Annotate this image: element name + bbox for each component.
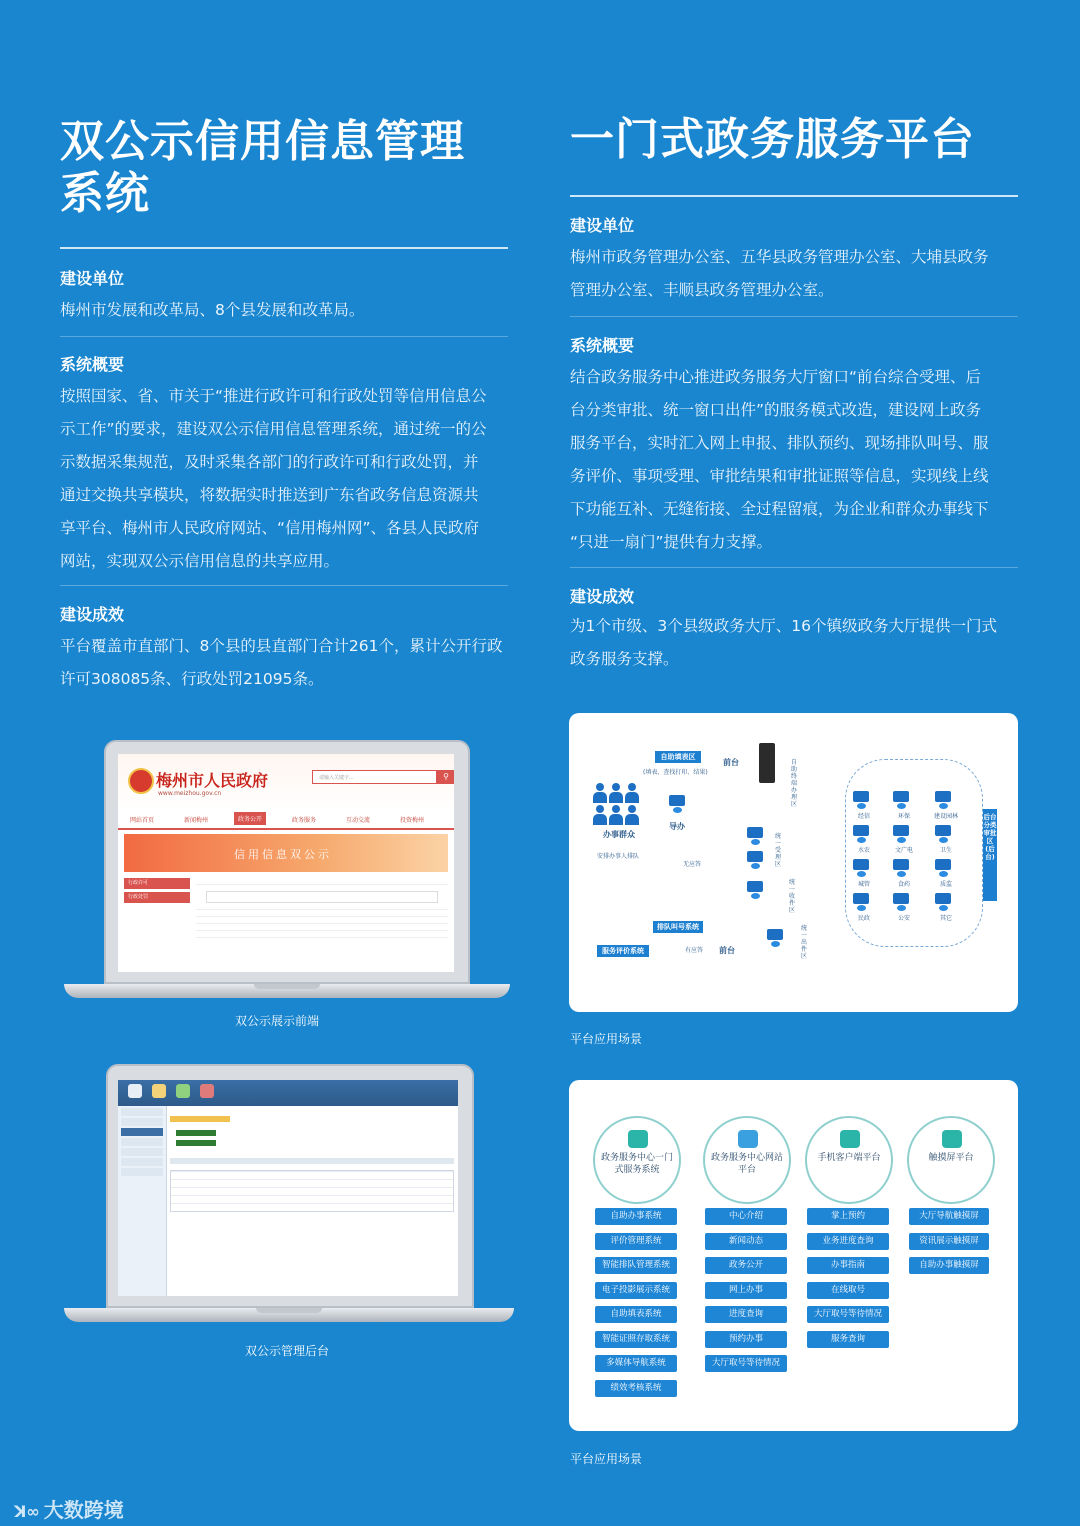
laptop-frontend	[64, 740, 510, 1002]
right-overview-line: 结合政务服务中心推进政务服务大厅窗口“前台综合受理、后	[570, 368, 982, 386]
left-heading-overview: 系统概要	[60, 355, 125, 374]
no-app-label: 无应答	[683, 861, 702, 868]
guide-label: 导办	[669, 822, 685, 831]
right-overview-line: 服务平台，实时汇入网上申报、排队预约、现场排队叫号、服	[570, 434, 989, 452]
dept-desk-icon	[933, 825, 955, 843]
dept-label: 建设园林	[933, 813, 958, 820]
backend-tag	[176, 1140, 216, 1146]
gov-list	[196, 878, 448, 968]
person-icon	[609, 783, 623, 803]
divider	[196, 937, 448, 938]
backend-caption: 双公示管理后台	[245, 1344, 330, 1358]
zone-label: 统一收件区	[789, 879, 796, 914]
left-overview-line: 享平台、梅州市人民政府网站、“信用梅州网”、各县人民政府	[60, 519, 480, 537]
right-title-rule	[570, 195, 1018, 197]
emblem-icon	[128, 768, 154, 794]
gov-nav-item[interactable]: 投资梅州	[400, 817, 425, 824]
divider	[196, 884, 448, 885]
sidebar-item[interactable]	[121, 1158, 163, 1166]
left-heading-unit: 建设单位	[60, 269, 125, 288]
gov-header	[118, 754, 454, 810]
right-overview-line: 台分类审批、统一窗口出件”的服务模式改造，建设网上政务	[570, 401, 982, 419]
backend-screen	[118, 1080, 458, 1296]
right-title: 一门式政务服务平台	[570, 114, 975, 165]
eval-system-box: 服务评价系统	[597, 945, 649, 957]
backend-tabbar[interactable]	[170, 1158, 454, 1164]
platform-title: 触摸屏平台	[928, 1153, 974, 1163]
platform-item: 进度查询	[705, 1306, 787, 1323]
dept-label: 食药	[897, 881, 910, 888]
platform-title: 政务服务中心网站平台	[711, 1153, 784, 1175]
footer-logo-text: 大数跨境	[43, 1498, 124, 1522]
gov-nav-item-active[interactable]: 政务公开	[234, 812, 266, 825]
dept-label: 水农	[857, 847, 870, 854]
left-results-line: 许可308085条、行政处罚21095条。	[60, 670, 324, 688]
diagram1-caption: 平台应用场景	[570, 1032, 643, 1046]
platform-item: 自助办事触摸屏	[909, 1257, 989, 1274]
divider	[570, 316, 1018, 317]
laptop-notch	[256, 1308, 322, 1313]
zone-label: 统一出件区	[801, 925, 808, 960]
right-overview-line: “只进一扇门”提供有力支撑。	[570, 533, 773, 551]
settings-icon[interactable]	[176, 1084, 190, 1098]
sidebar-item[interactable]	[121, 1118, 163, 1126]
platform-icon	[942, 1130, 962, 1148]
gov-side-item[interactable]: 行政处罚	[124, 892, 190, 903]
chart-icon[interactable]	[200, 1084, 214, 1098]
left-heading-results: 建设成效	[60, 605, 125, 624]
laptop-notch	[254, 984, 320, 989]
right-unit-line: 梅州市政务管理办公室、五华县政务管理办公室、大埔县政务	[570, 248, 989, 266]
platform-item: 电子投影展示系统	[595, 1282, 677, 1299]
queue-label: 安排办事人排队	[597, 853, 640, 860]
platform-item: 业务进度查询	[807, 1233, 889, 1250]
platform-circle	[805, 1116, 893, 1204]
frontend-screen	[118, 754, 454, 972]
left-overview-line: 通过交换共享模块，将数据实时推送到广东省政务信息资源共	[60, 486, 479, 504]
dept-desk-icon	[851, 791, 873, 809]
gov-nav-item[interactable]: 新闻梅州	[184, 817, 209, 824]
zone-label: 统一受理区	[775, 833, 782, 868]
search-icon[interactable]: ⚲	[436, 770, 454, 784]
divider	[60, 336, 508, 337]
self-service-sub: (填表、查找打印、结果)	[643, 769, 708, 776]
document-icon[interactable]	[152, 1084, 166, 1098]
platform-item: 智能证照存取系统	[595, 1331, 677, 1348]
gov-nav	[118, 812, 454, 830]
person-icon	[593, 783, 607, 803]
platform-item: 在线取号	[807, 1282, 889, 1299]
backend-sidebar	[118, 1106, 167, 1296]
frontend-caption: 双公示展示前端	[235, 1014, 320, 1028]
diagram2-caption: 平台应用场景	[570, 1452, 643, 1466]
gov-list-search[interactable]	[206, 891, 438, 903]
platform-item: 多媒体导航系统	[595, 1355, 677, 1372]
crowd-label: 办事群众	[603, 830, 635, 839]
sidebar-item[interactable]	[121, 1138, 163, 1146]
platform-item: 大厅导航触摸屏	[909, 1208, 989, 1225]
left-title-rule	[60, 247, 508, 249]
logo-icon: ꓘ∞	[14, 1502, 40, 1521]
platform-title: 手机客户端平台	[817, 1153, 881, 1163]
person-icon	[625, 805, 639, 825]
divider	[196, 923, 448, 924]
sidebar-item[interactable]	[121, 1168, 163, 1176]
dept-desk-icon	[891, 791, 913, 809]
self-service-zone: 自助填表区	[655, 751, 701, 763]
terminal-icon	[759, 743, 775, 783]
divider	[60, 585, 508, 586]
platform-icon	[628, 1130, 648, 1148]
desk-icon	[765, 929, 787, 947]
right-unit-text	[570, 241, 989, 307]
backend-zone-label: 后台分类审批区(后台)	[983, 809, 997, 901]
left-unit-text	[60, 294, 364, 327]
backend-toolbar	[118, 1080, 458, 1106]
platform-icon	[840, 1130, 860, 1148]
right-heading-overview: 系统概要	[570, 336, 635, 355]
left-unit-line: 梅州市发展和改革局、8个县发展和改革局。	[60, 301, 365, 319]
dept-desk-icon	[933, 859, 955, 877]
right-heading-results: 建设成效	[570, 587, 635, 606]
dept-label: 经信	[857, 813, 870, 820]
laptop-backend	[64, 1064, 514, 1326]
platform-item: 资讯展示触摸屏	[909, 1233, 989, 1250]
diagram-platforms	[569, 1080, 1018, 1431]
left-overview-line: 示工作”的要求，建设双公示信用信息管理系统，通过统一的公	[60, 420, 487, 438]
gov-banner	[124, 834, 448, 872]
desk-icon	[745, 851, 767, 869]
gov-site-url: www.meizhou.gov.cn	[158, 790, 222, 797]
dept-desk-icon	[933, 791, 955, 809]
gov-side-item[interactable]: 行政许可	[124, 878, 190, 889]
gov-nav-item[interactable]: 政务服务	[292, 817, 317, 824]
platform-item: 大厅取号等待情况	[705, 1355, 787, 1372]
gov-banner-text: 信用信息双公示	[234, 848, 332, 861]
divider	[196, 930, 448, 931]
zone-label: 自助终端办理区	[791, 759, 798, 808]
right-overview-text	[570, 361, 989, 559]
backend-panel-title	[170, 1116, 230, 1122]
platform-item: 智能排队管理系统	[595, 1257, 677, 1274]
platform-circle	[907, 1116, 995, 1204]
dept-desk-icon	[851, 825, 873, 843]
platform-item: 自助办事系统	[595, 1208, 677, 1225]
dept-desk-icon	[851, 893, 873, 911]
right-heading-unit: 建设单位	[570, 216, 635, 235]
left-overview-line: 网站，实现双公示信用信息的共享应用。	[60, 552, 340, 570]
queue-system-box: 排队叫号系统	[653, 921, 703, 933]
platform-item: 新闻动态	[705, 1233, 787, 1250]
platform-icon	[738, 1130, 758, 1148]
platform-item: 网上办事	[705, 1282, 787, 1299]
right-unit-line: 管理办公室、丰顺县政务管理办公室。	[570, 281, 834, 299]
left-title	[60, 116, 465, 220]
dept-desk-icon	[891, 893, 913, 911]
right-overview-line: 下功能互补、无缝衔接、全过程留痕，为企业和群众办事线下	[570, 500, 989, 518]
platform-item: 自助填表系统	[595, 1306, 677, 1323]
platform-item: 大厅取号等待情况	[807, 1306, 889, 1323]
dept-label: 卫生	[939, 847, 952, 854]
gov-search-input[interactable]: 请输入关键字...	[312, 770, 442, 784]
front-label-2: 前台	[719, 946, 735, 955]
right-results-line: 政务服务支撑。	[570, 650, 679, 668]
platform-circle	[593, 1116, 681, 1204]
sidebar-item-active[interactable]	[121, 1128, 163, 1136]
footer-logo	[14, 1494, 124, 1523]
left-title-line1: 双公示信用信息管理	[60, 116, 465, 167]
right-results-line: 为1个市级、3个县级政务大厅、16个镇级政务大厅提供一门式	[570, 617, 997, 635]
left-overview-line: 示数据采集规范，及时采集各部门的行政许可和行政处罚，并	[60, 453, 479, 471]
platform-title: 政务服务中心一门式服务系统	[601, 1153, 674, 1175]
dept-desk-icon	[851, 859, 873, 877]
dept-desk-icon	[891, 859, 913, 877]
left-overview-text	[60, 380, 487, 578]
platform-item: 评价管理系统	[595, 1233, 677, 1250]
dept-label: 质监	[939, 881, 952, 888]
diagram-flow	[569, 713, 1018, 1012]
platform-circle	[703, 1116, 791, 1204]
platform-item: 服务查询	[807, 1331, 889, 1348]
gov-side-menu	[124, 878, 190, 906]
has-app-label: 有应答	[685, 947, 704, 954]
platform-item: 掌上预约	[807, 1208, 889, 1225]
front-label: 前台	[723, 758, 739, 767]
backend-table	[170, 1170, 454, 1212]
right-overview-line: 务评价、事项受理、审批结果和审批证照等信息，实现线上线	[570, 467, 989, 485]
dept-label: 公安	[897, 915, 910, 922]
person-icon	[609, 805, 623, 825]
home-icon[interactable]	[128, 1084, 142, 1098]
person-icon	[593, 805, 607, 825]
left-overview-line: 按照国家、省、市关于“推进行政许可和行政处罚等信用信息公	[60, 387, 487, 405]
dept-desk-icon	[933, 893, 955, 911]
desk-icon	[667, 795, 689, 813]
divider	[196, 909, 448, 910]
platform-item: 中心介绍	[705, 1208, 787, 1225]
left-results-text	[60, 630, 502, 696]
platform-item: 办事指南	[807, 1257, 889, 1274]
dept-desk-icon	[891, 825, 913, 843]
platform-item: 预约办事	[705, 1331, 787, 1348]
platform-item: 政务公开	[705, 1257, 787, 1274]
gov-nav-item[interactable]: 网站首页	[130, 817, 155, 824]
dept-label: 文广电	[894, 847, 913, 854]
dept-label: 民政	[857, 915, 870, 922]
dept-label: 其它	[939, 915, 952, 922]
left-title-line2: 系统	[60, 168, 150, 219]
left-results-line: 平台覆盖市直部门、8个县的县直部门合计261个，累计公开行政	[60, 637, 503, 655]
person-icon	[625, 783, 639, 803]
dept-label: 城管	[857, 881, 870, 888]
right-results-text	[570, 610, 997, 676]
gov-site-name: 梅州市人民政府	[156, 771, 269, 790]
backend-main	[170, 1110, 454, 1296]
sidebar-item[interactable]	[121, 1108, 163, 1116]
desk-icon	[745, 881, 767, 899]
dept-label: 环保	[897, 813, 910, 820]
backend-tag	[176, 1130, 216, 1136]
divider	[196, 916, 448, 917]
divider	[570, 567, 1018, 568]
desk-icon	[745, 827, 767, 845]
platform-item: 绩效考核系统	[595, 1380, 677, 1397]
gov-nav-item[interactable]: 互动交流	[346, 817, 371, 824]
sidebar-item[interactable]	[121, 1148, 163, 1156]
